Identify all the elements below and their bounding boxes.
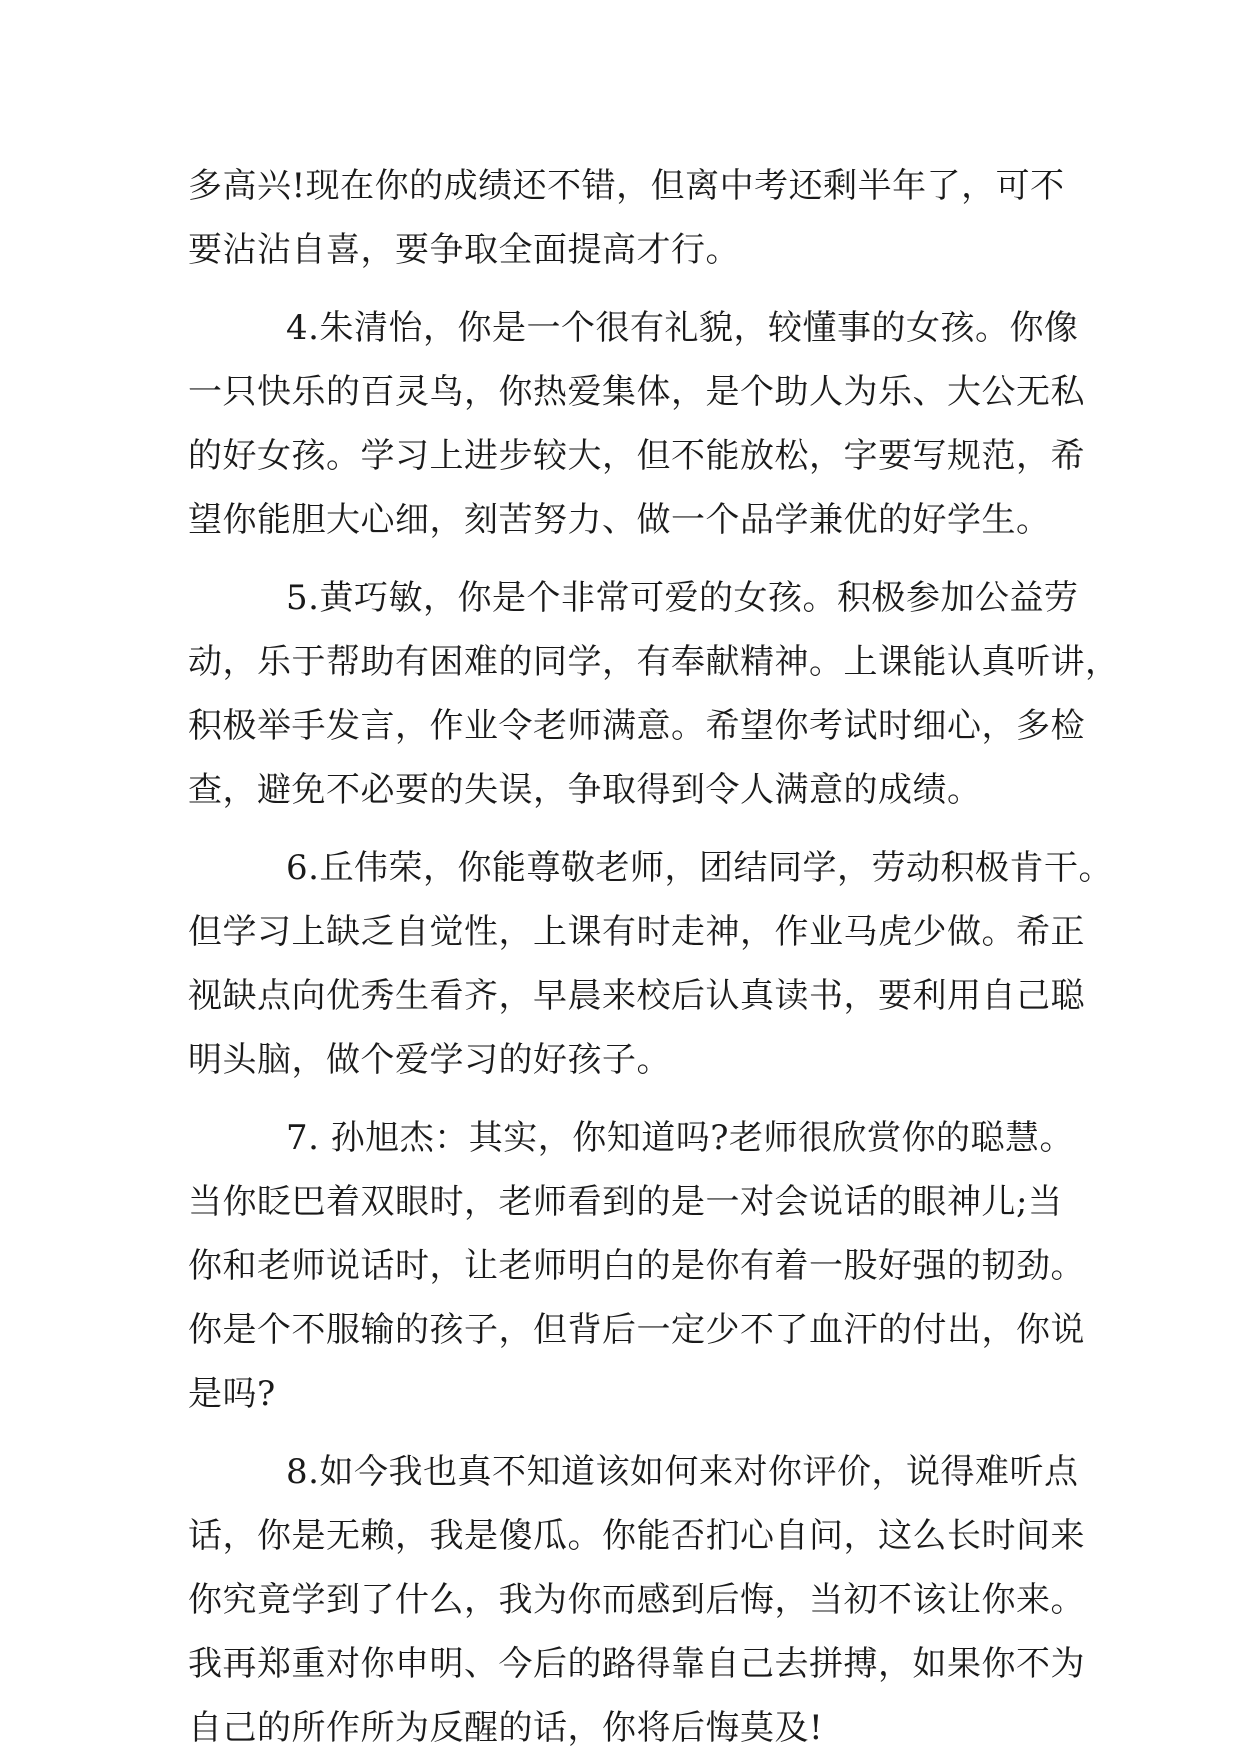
paragraph-4 <box>188 296 1085 552</box>
paragraph-line: 7. 孙旭杰：其实，你知道吗?老师很欣赏你的聪慧。 <box>286 1118 1074 1158</box>
paragraph-line: 6.丘伟荣，你能尊敬老师，团结同学，劳动积极肯干。 <box>286 848 1113 888</box>
paragraph-7 <box>188 1106 1085 1426</box>
paragraph-line: 我再郑重对你申明、今后的路得靠自己去拼搏，如果你不为 <box>188 1644 1085 1684</box>
paragraph-line: 望你能胆大心细，刻苦努力、做一个品学兼优的好学生。 <box>188 500 1051 540</box>
paragraph-line: 你是个不服输的孩子，但背后一定少不了血汗的付出，你说 <box>188 1310 1085 1350</box>
paragraph-3-continuation <box>188 154 1065 282</box>
paragraph-line: 你究竟学到了什么，我为你而感到后悔，当初不该让你来。 <box>188 1580 1085 1620</box>
paragraph-line: 一只快乐的百灵鸟，你热爱集体，是个助人为乐、大公无私 <box>188 372 1085 412</box>
paragraph-line: 的好女孩。学习上进步较大，但不能放松，字要写规范，希 <box>188 436 1085 476</box>
paragraph-line: 积极举手发言，作业令老师满意。希望你考试时细心，多检 <box>188 706 1085 746</box>
paragraph-line: 要沾沾自喜，要争取全面提高才行。 <box>188 230 740 270</box>
paragraph-line: 明头脑，做个爱学习的好孩子。 <box>188 1040 671 1080</box>
paragraph-line: 动，乐于帮助有困难的同学，有奉献精神。上课能认真听讲， <box>188 642 1120 682</box>
paragraph-line: 视缺点向优秀生看齐，早晨来校后认真读书，要利用自己聪 <box>188 976 1085 1016</box>
paragraph-6 <box>188 836 1113 1092</box>
paragraph-line: 但学习上缺乏自觉性，上课有时走神，作业马虎少做。希正 <box>188 912 1085 952</box>
paragraph-line: 4.朱清怡，你是一个很有礼貌，较懂事的女孩。你像 <box>286 308 1079 348</box>
paragraph-line: 当你眨巴着双眼时，老师看到的是一对会说话的眼神儿;当 <box>188 1182 1063 1222</box>
paragraph-line: 你和老师说话时，让老师明白的是你有着一股好强的韧劲。 <box>188 1246 1085 1286</box>
paragraph-8 <box>188 1440 1085 1760</box>
paragraph-line: 5.黄巧敏，你是个非常可爱的女孩。积极参加公益劳 <box>286 578 1079 618</box>
paragraph-line: 查，避免不必要的失误，争取得到令人满意的成绩。 <box>188 770 982 810</box>
document-body <box>188 154 1120 1760</box>
paragraph-line: 是吗? <box>188 1374 276 1414</box>
paragraph-line: 8.如今我也真不知道该如何来对你评价，说得难听点 <box>286 1452 1079 1492</box>
paragraph-line: 自己的所作所为反醒的话，你将后悔莫及! <box>188 1708 824 1748</box>
paragraph-5 <box>188 566 1120 822</box>
paragraph-line: 多高兴!现在你的成绩还不错，但离中考还剩半年了，可不 <box>188 166 1065 206</box>
paragraph-line: 话，你是无赖，我是傻瓜。你能否扪心自问，这么长时间来 <box>188 1516 1085 1556</box>
